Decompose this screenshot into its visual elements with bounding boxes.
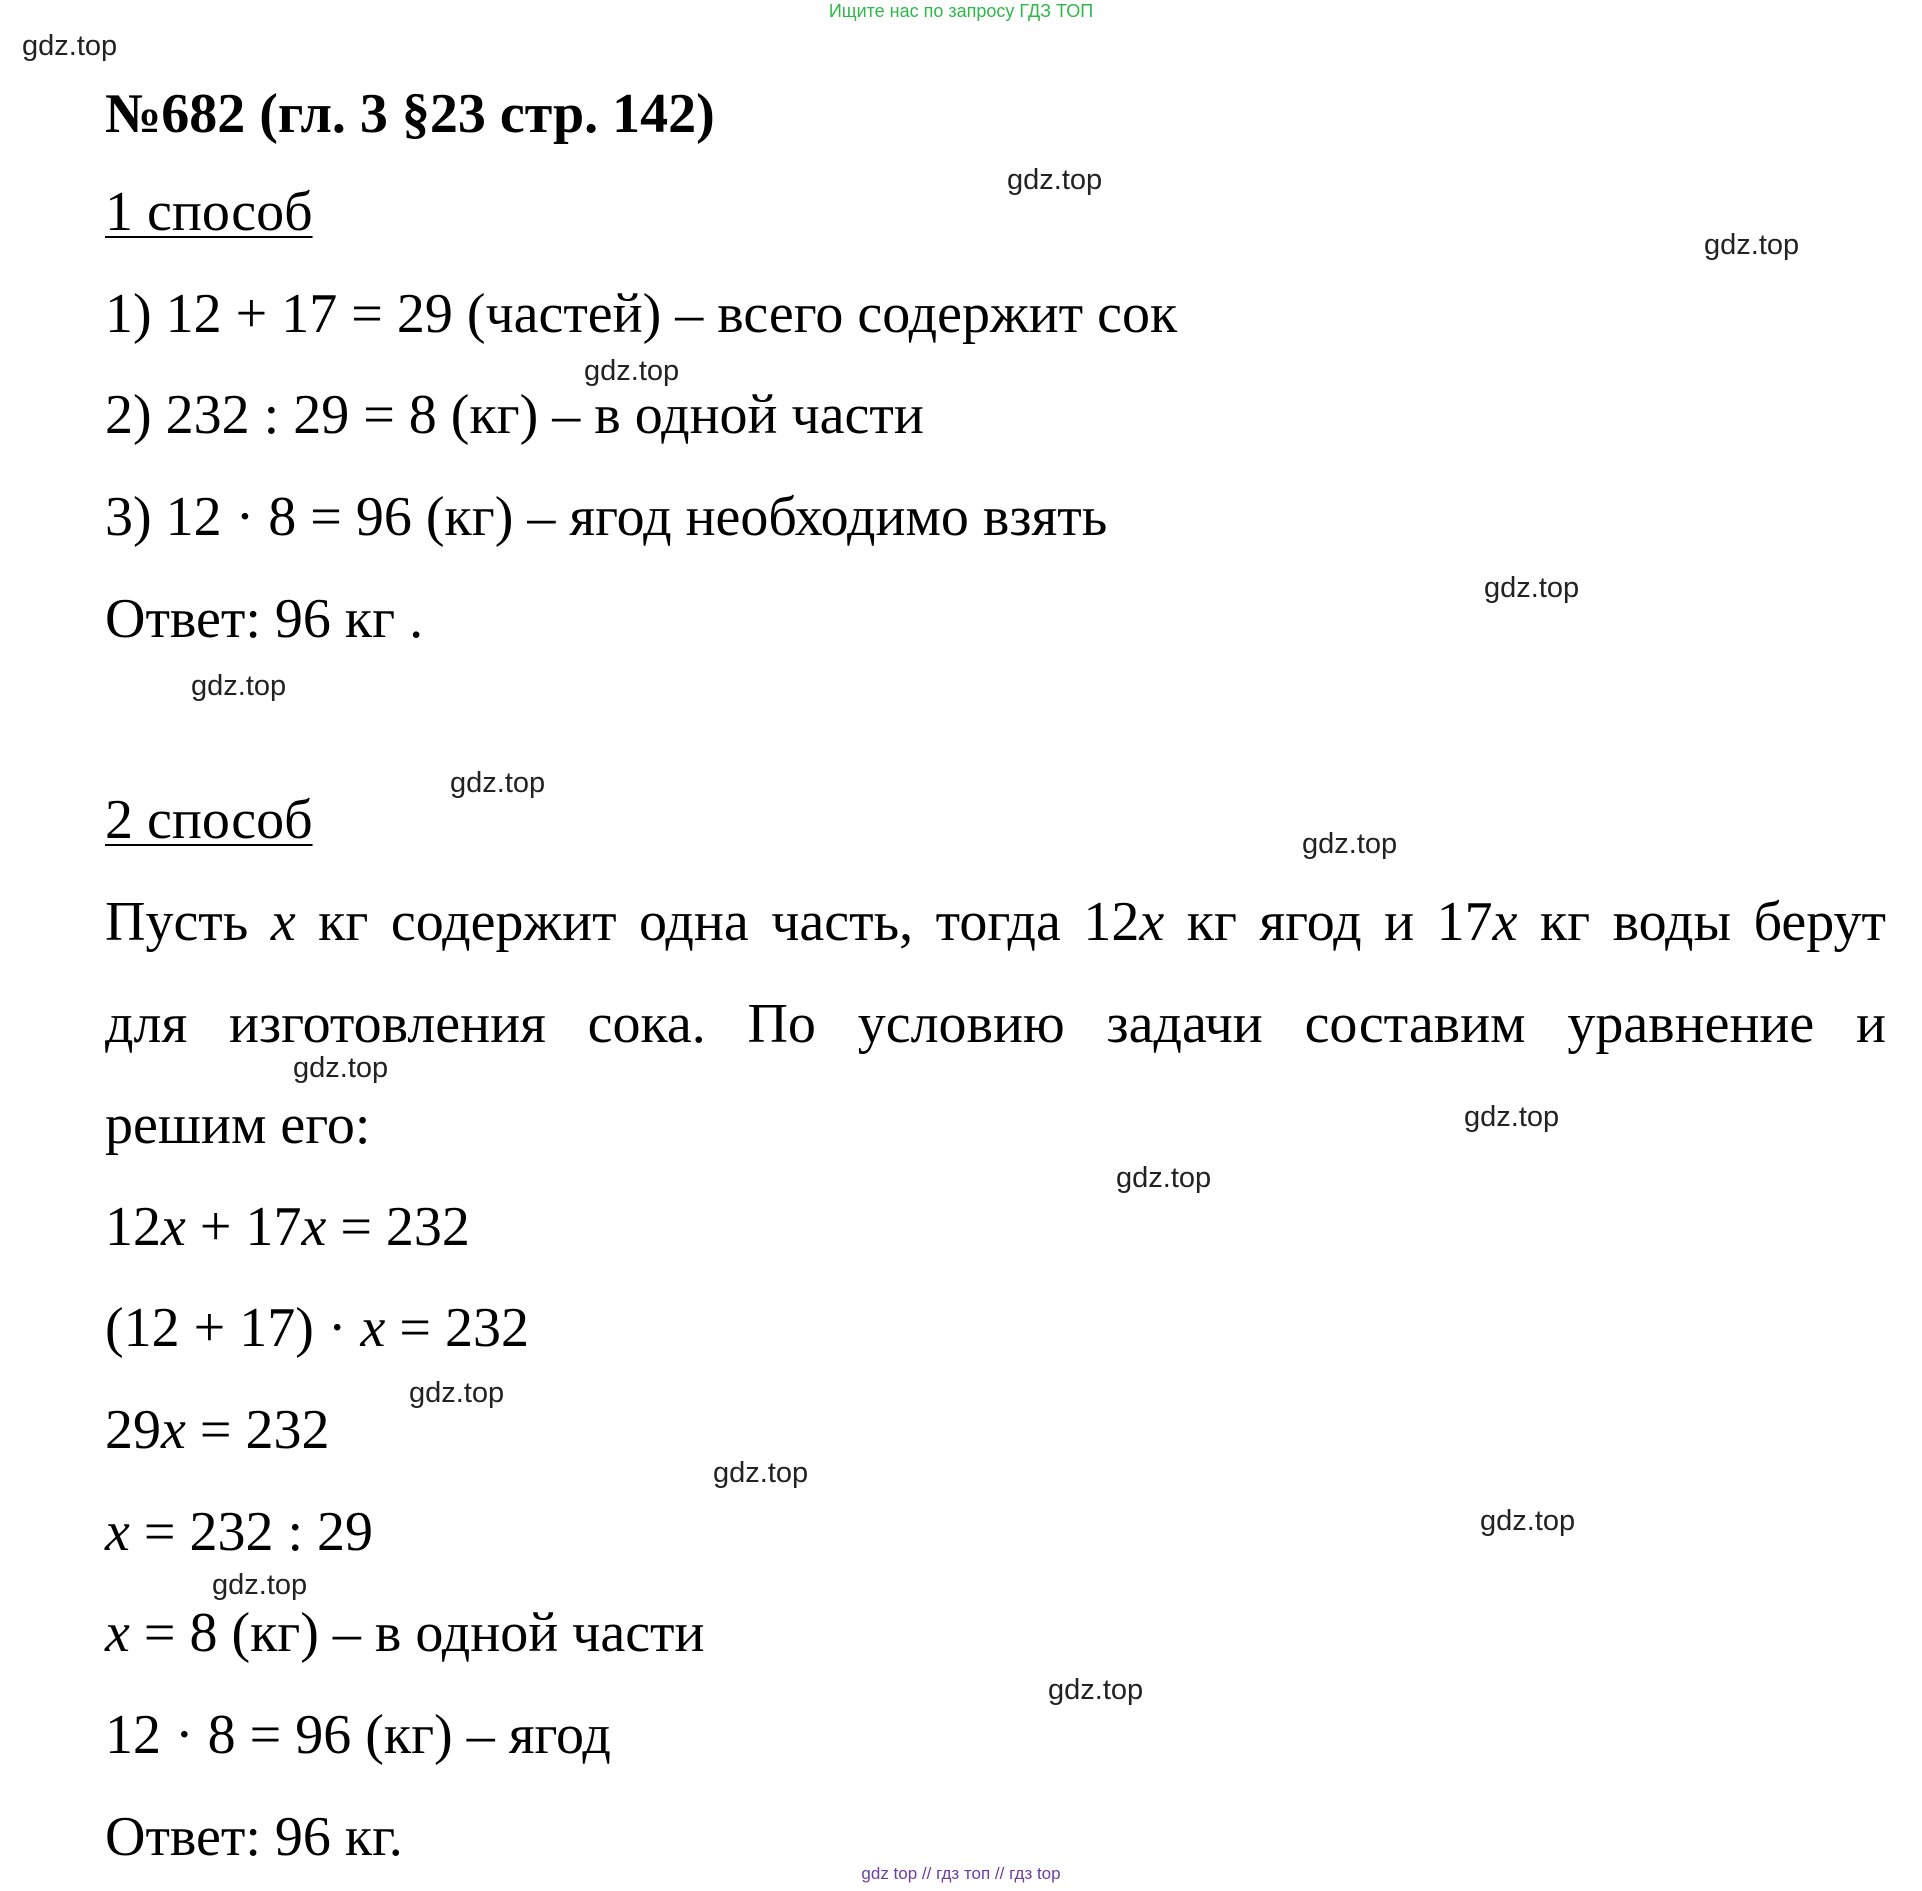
watermark: gdz.top <box>1116 1162 1212 1194</box>
equation-3: 29x = 232 <box>105 1399 330 1461</box>
method1-answer: Ответ: 96 кг . <box>105 588 424 650</box>
method2-para-line3: решим его: <box>105 1094 371 1156</box>
watermark: gdz.top <box>584 355 680 387</box>
top-banner: Ищите нас по запросу ГДЗ ТОП <box>828 1 1094 21</box>
method1-heading: 1 способ <box>105 181 313 243</box>
watermark: gdz.top <box>409 1377 505 1409</box>
method2-para-line2: для изготовления сока. По условию задачи составим уравнение и <box>105 993 1886 1055</box>
watermark: gdz.top <box>1704 229 1800 261</box>
watermark: gdz.top <box>1464 1101 1560 1133</box>
method1-step3: 3) 12 · 8 = 96 (кг) – ягод необходимо взять <box>105 486 1108 548</box>
watermark: gdz.top <box>1048 1674 1144 1706</box>
watermark: gdz.top <box>1484 572 1580 604</box>
watermark: gdz.top <box>1302 828 1398 860</box>
method2-heading: 2 способ <box>105 789 313 851</box>
watermark: gdz.top <box>713 1457 809 1489</box>
watermark: gdz.top <box>450 767 546 799</box>
watermark: gdz.top <box>191 670 287 702</box>
method1-step1: 1) 12 + 17 = 29 (частей) – всего содержит сок <box>105 283 1178 345</box>
method2-answer: Ответ: 96 кг. <box>105 1806 403 1868</box>
berries-calculation: 12 · 8 = 96 (кг) – ягод <box>105 1704 611 1766</box>
watermark: gdz.top <box>1480 1505 1576 1537</box>
method1-step2: 2) 232 : 29 = 8 (кг) – в одной части <box>105 384 924 446</box>
watermark: gdz.top <box>1007 164 1103 196</box>
watermark: gdz.top <box>212 1569 308 1601</box>
equation-5: x = 8 (кг) – в одной части <box>105 1602 705 1664</box>
equation-2: (12 + 17) · x = 232 <box>105 1297 529 1359</box>
problem-title: №682 (гл. 3 §23 стр. 142) <box>105 83 715 145</box>
equation-1: 12x + 17x = 232 <box>105 1196 470 1258</box>
method2-para-line1: Пусть x кг содержит одна часть, тогда 12x кг ягод и 17x кг воды берут <box>105 891 1887 953</box>
watermark: gdz.top <box>22 30 118 62</box>
watermark: gdz.top <box>293 1052 389 1084</box>
footer-links: gdz top // гдз топ // гдз top <box>861 1864 1061 1883</box>
equation-4: x = 232 : 29 <box>105 1501 373 1563</box>
